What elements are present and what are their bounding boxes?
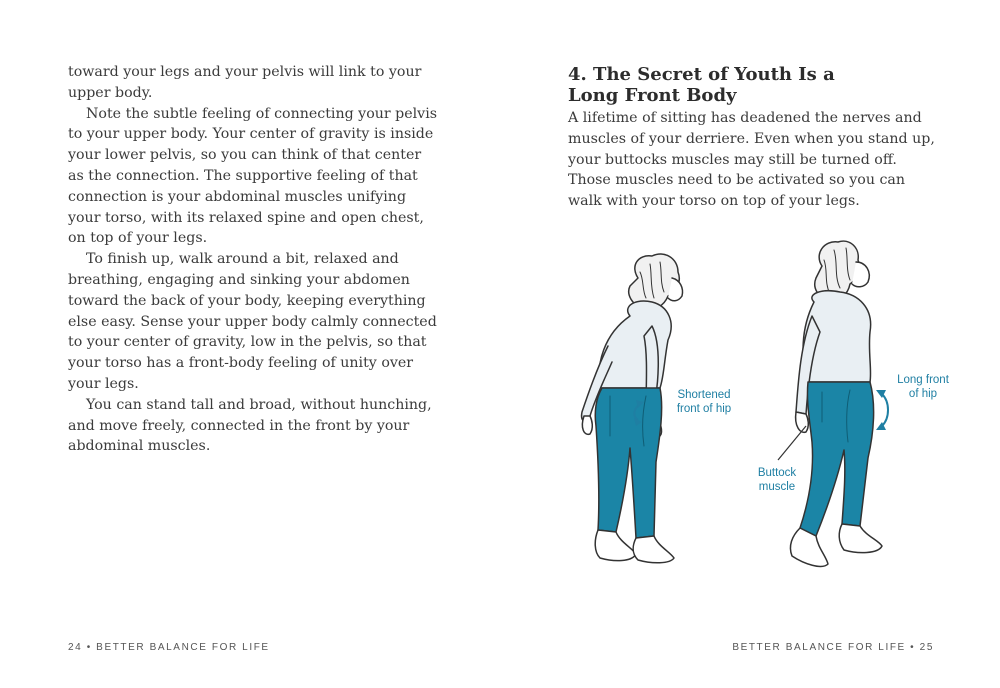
posture-illustration (560, 236, 980, 606)
label-line: of hip (908, 388, 938, 400)
right-page-text (568, 108, 940, 212)
left-footer: 24 • BETTER BALANCE FOR LIFE (68, 642, 270, 653)
buttock-muscle-label (744, 466, 810, 494)
label-line: muscle (758, 481, 796, 493)
paragraph: A lifetime of sitting has deadened the nerves and muscles of your derriere. Even when you stand up, your buttocks muscles may still be turned off. Those muscles need to be activated so you can walk with your torso on top of your legs. (568, 110, 935, 210)
paragraph: You can stand tall and broad, without hunching, and move freely, connected in the front by your abdominal muscles. (68, 396, 432, 455)
label-line: Buttock (757, 467, 797, 479)
paragraph: To finish up, walk around a bit, relaxed and breathing, engaging and sinking your abdomen toward the back of your body, keeping everything else easy. Sense your upper body calmly connected to your center of gravity, low in the pelvis, so that your torso has a front-body feeling of unity over your legs. (68, 251, 437, 392)
buttock-pointer-line (778, 426, 806, 460)
heading-line: 4. The Secret of Youth Is a (568, 64, 835, 85)
section-heading (568, 64, 948, 106)
heading-line: Long Front Body (568, 85, 737, 106)
left-page-text (68, 62, 440, 457)
right-footer: BETTER BALANCE FOR LIFE • 25 (732, 642, 934, 653)
long-front-hip-label (886, 373, 960, 401)
shortened-hip-label (664, 388, 744, 416)
paragraph: Note the subtle feeling of connecting your pelvis to your upper body. Your center of gravity is inside your lower pelvis, so you can think of that center as the connection. The supportive feeling of that connection is your abdominal muscles unifying your torso, with its relaxed spine and open chest, on top of your legs. (68, 105, 438, 247)
label-line: Shortened (677, 389, 731, 401)
label-line: front of hip (676, 403, 732, 415)
upright-figure (790, 241, 882, 566)
paragraph: toward your legs and your pelvis will link to your upper body. (68, 64, 422, 101)
label-line: Long front (897, 374, 949, 386)
